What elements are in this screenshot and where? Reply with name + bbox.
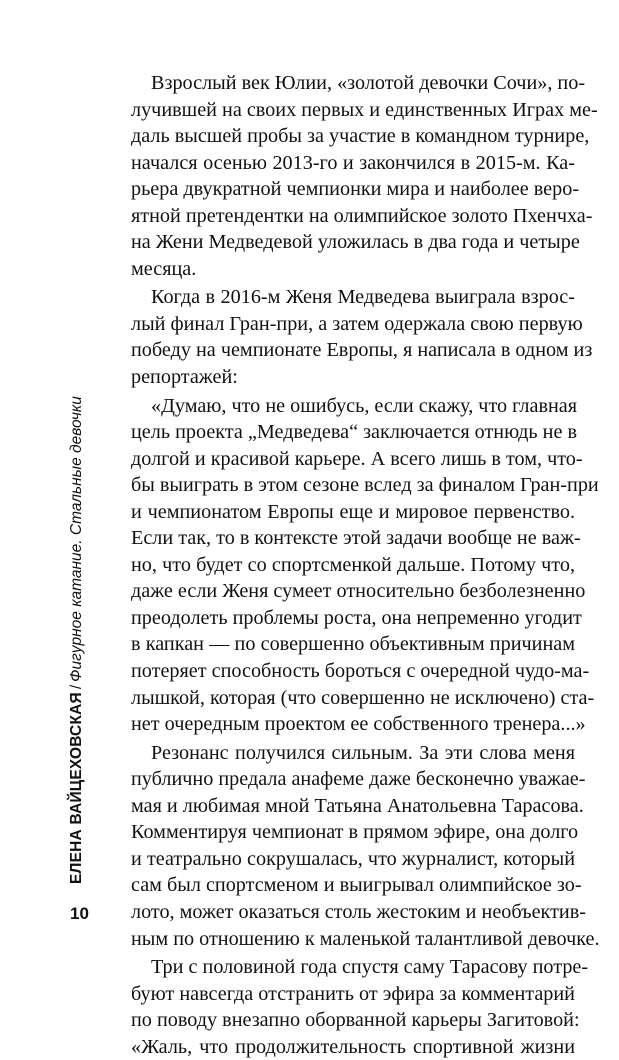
text-line: нет очередным проектом ее собственного тренера...» [131,713,586,736]
running-header [68,396,86,884]
text-line: на Жени Медведевой уложилась в два года и четыре [131,231,580,254]
text-line: Если так, то в контексте этой задачи вообще не важ- [131,527,581,550]
text-line: Взрослый век Юлии, «золотой девочки Сочи», по- [151,72,586,94]
text-line: месяца. [131,257,197,280]
text-line: репортажей: [131,366,238,389]
text-line: даже если Женя сумеет относительно безболезненно [131,580,586,603]
text-line: публично предала анафеме даже бесконечно уважае- [131,768,586,791]
body-text [131,70,600,1060]
text-line: «Думаю, что не ошибусь, если скажу, что главная [151,394,578,417]
text-line: Три с половиной года спустя саму Тарасову потре- [151,956,589,979]
paragraph-1 [131,70,598,282]
text-line: даль высшей пробы за участие в командном турнире, [131,125,590,148]
text-line: цель проекта „Медведева“ заключается отнюдь не в [131,421,578,444]
text-line: по поводу внезапно оборванной карьеры Загитовой: [131,1009,580,1032]
text-line: Комментируя чемпионат в прямом эфире, она долго [131,821,579,844]
quote-paragraph [131,393,599,738]
text-line: начался осенью 2013-го и закончился в 2015-м. Ка- [131,151,575,174]
header-separator: / [68,684,85,690]
text-line: и театрально сокрушалась, что журналист, который [131,847,575,870]
text-line: потеряет способность бороться с очередной чудо-ма- [131,660,590,683]
text-line: «Жаль, что продолжительность спортивной жизни [131,1035,575,1058]
text-line: и чемпионатом Европы еще и мировое первенство. [131,500,575,523]
paragraph-4 [131,740,600,952]
paragraph-5 [131,954,589,1060]
text-line: лучившей на своих первых и единственных Играх ме- [131,98,598,121]
text-line: но, что будет со спортсменкой дальше. Потому что, [131,553,575,576]
text-line: долгой и красивой карьере. А всего лишь в том, что- [131,447,583,470]
text-line: Резонанс получился сильным. За эти слова меня [151,741,575,764]
author-name: ЕЛЕНА ВАЙЦЕХОВСКАЯ [68,692,85,884]
text-line: в капкан — по совершенно объективным причинам [131,633,575,656]
text-line: Когда в 2016-м Женя Медведева выиграла взрос- [151,286,575,309]
text-line: победу на чемпионате Европы, я написала в одном из [131,339,593,362]
text-line: ным по отношению к маленькой талантливой девочке. [131,927,600,950]
paragraph-2 [131,284,593,390]
text-line: сам был спортсменом и выигрывал олимпийское зо- [131,874,582,897]
text-line: лото, может оказаться столь жестоким и необъектив- [131,900,586,923]
text-line: ятной претендентки на олимпийское золото Пхенчха- [131,204,593,227]
page-number: 10 [70,904,89,923]
text-line: буют навсегда отстранить от эфира за комментарий [131,982,575,1005]
text-line: преодолеть проблемы роста, она непременно угодит [131,606,582,629]
text-line: бы выиграть в этом сезоне вслед за финалом Гран-при [131,474,599,497]
text-line: мая и любимая мной Татьяна Анатольевна Тарасова. [131,794,584,817]
text-line: лый финал Гран-при, а затем одержала свою первую [131,312,583,335]
text-line: рьера двукратной чемпионки мира и наиболее веро- [131,178,580,201]
book-title: Фигурное катание. Стальные девочки [68,396,85,682]
text-line: лышкой, которая (что совершенно не исключено) ста- [131,686,595,709]
